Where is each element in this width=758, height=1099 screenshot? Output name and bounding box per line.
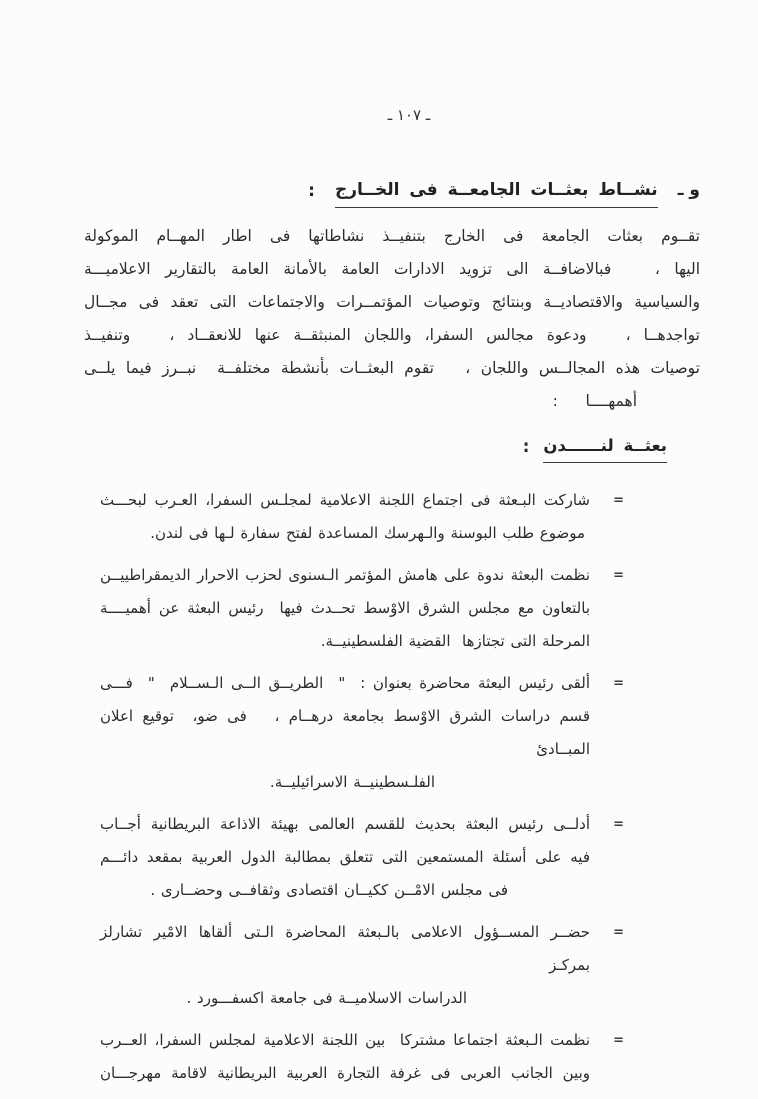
subheading-colon: : <box>522 437 530 456</box>
bullet-line: نظمت البعثة ندوة على هامش المؤتمر الـسنوى لحزب الاحرار الديمقراطييــن <box>100 566 590 584</box>
paragraph-line: تواجدهــا ، ودعوة مجالس السفرا، واللجان المنبثقــة عنها للانعقــاد ، وتنفيــذ <box>84 326 700 344</box>
bullet-marker: = <box>613 817 624 832</box>
bullet-text <box>100 667 590 799</box>
bullet-marker: = <box>613 676 624 691</box>
bullet-line: فيه على أسئلة المستمعين التى تتعلق بمطالبة الدول العربية بمقعد دائـــم <box>100 848 590 866</box>
bullet-text <box>100 559 590 658</box>
bullet-item <box>100 808 624 907</box>
paragraph-line: تقــوم بعثات الجامعة فى الخارج بتنفيــذ نشاطاتها فى اطار المهــام الموكولة <box>84 227 700 245</box>
bullet-line: حضــر المســؤول الاعلامى بالـبعثة المحاضرة الـتى ألقاها الامْير تشارلز بمركـز <box>100 923 590 974</box>
bullet-list <box>100 484 624 1099</box>
bullet-item <box>100 559 624 658</box>
page-number: ـ ١٠٧ ـ <box>387 106 431 124</box>
bullet-marker: = <box>613 493 624 508</box>
bullet-text <box>100 808 590 907</box>
paragraph-line: توصيات هذه المجالــس واللجان ، تقوم البعثــات بأنشطة مختلفــة نبــرز فيما يلــى <box>84 359 700 377</box>
heading-title: نشــاط بعثــات الجامعــة فى الخــارج <box>335 180 658 208</box>
paragraph-line: أهمهــــا : <box>552 392 637 410</box>
heading-colon: : <box>308 181 315 201</box>
bullet-text <box>100 484 590 550</box>
bullet-text <box>100 916 590 1015</box>
paragraph-line: اليها ، فبالاضافــة الى تزويد الادارات العامة بالأمانة العامة بالتقارير الاعلاميـــة <box>84 260 700 278</box>
section-heading <box>308 180 700 208</box>
bullet-item <box>100 916 624 1015</box>
bullet-line: موضوع طلب البوسنة والـهرسك المساعدة لفتح سفارة لـها فى لندن. <box>150 524 585 542</box>
bullet-line: ألقى رئيس البعثة محاضرة بعنوان : " الطريــق الــى الـســلام " فـــى <box>100 674 590 692</box>
bullet-line: الفلـسطينيــة الاسرائيليــة. <box>269 773 435 791</box>
bullet-item <box>100 667 624 799</box>
bullet-marker: = <box>613 568 624 583</box>
bullet-line: شاركت البـعثة فى اجتماع اللجنة الاعلامية لمجلـس السفرا، العـرب لبحـــث <box>100 491 590 509</box>
bullet-line: وبين الجانب العربى فى غرفة التجارة العربية البريطانية لاقامة مهرجـــان <box>100 1064 590 1082</box>
bullet-line: بالتعاون مع مجلس الشرق الاوْسط تحــدث فيها رئيس البعثة عن أهميــــة <box>100 599 590 617</box>
bullet-line: فى مجلس الامْــن ككيــان اقتصادى وثقافــى وحضــارى . <box>150 881 508 899</box>
bullet-line: قسم دراسات الشرق الاوْسط بجامعة درهــام ، فى ضو، توقيع اعلان المبــادئ <box>100 707 590 758</box>
intro-paragraph <box>84 220 700 418</box>
bullet-line: أدلــى رئيس البعثة بحديث للقسم العالمى بهيئة الاذاعة البريطانية أجــاب <box>100 815 590 833</box>
bullet-item <box>100 484 624 550</box>
bullet-marker: = <box>613 1033 624 1048</box>
heading-marker: و ـ <box>677 180 700 200</box>
bullet-line: المرحلة التى تجتازها القضية الفلسطينيــة. <box>320 632 590 650</box>
bullet-text <box>100 1024 590 1090</box>
bullet-item <box>100 1024 624 1090</box>
bullet-marker: = <box>613 925 624 940</box>
subsection-heading <box>523 436 667 463</box>
bullet-line: الدراسات الاسلاميــة فى جامعة اكسفـــورد . <box>186 989 467 1007</box>
subheading-title: بعثــة لنــــــدن <box>543 436 667 463</box>
bullet-line: نظمت الـبعثة اجتماعا مشتركا بين اللجنة الاعلامية لمجلس السفرا، العــرب <box>100 1031 590 1049</box>
paragraph-line: والسياسية والاقتصاديــة وبنتائج وتوصيات المؤتمــرات والاجتماعات التى تعقد فى مجــال <box>84 293 700 311</box>
